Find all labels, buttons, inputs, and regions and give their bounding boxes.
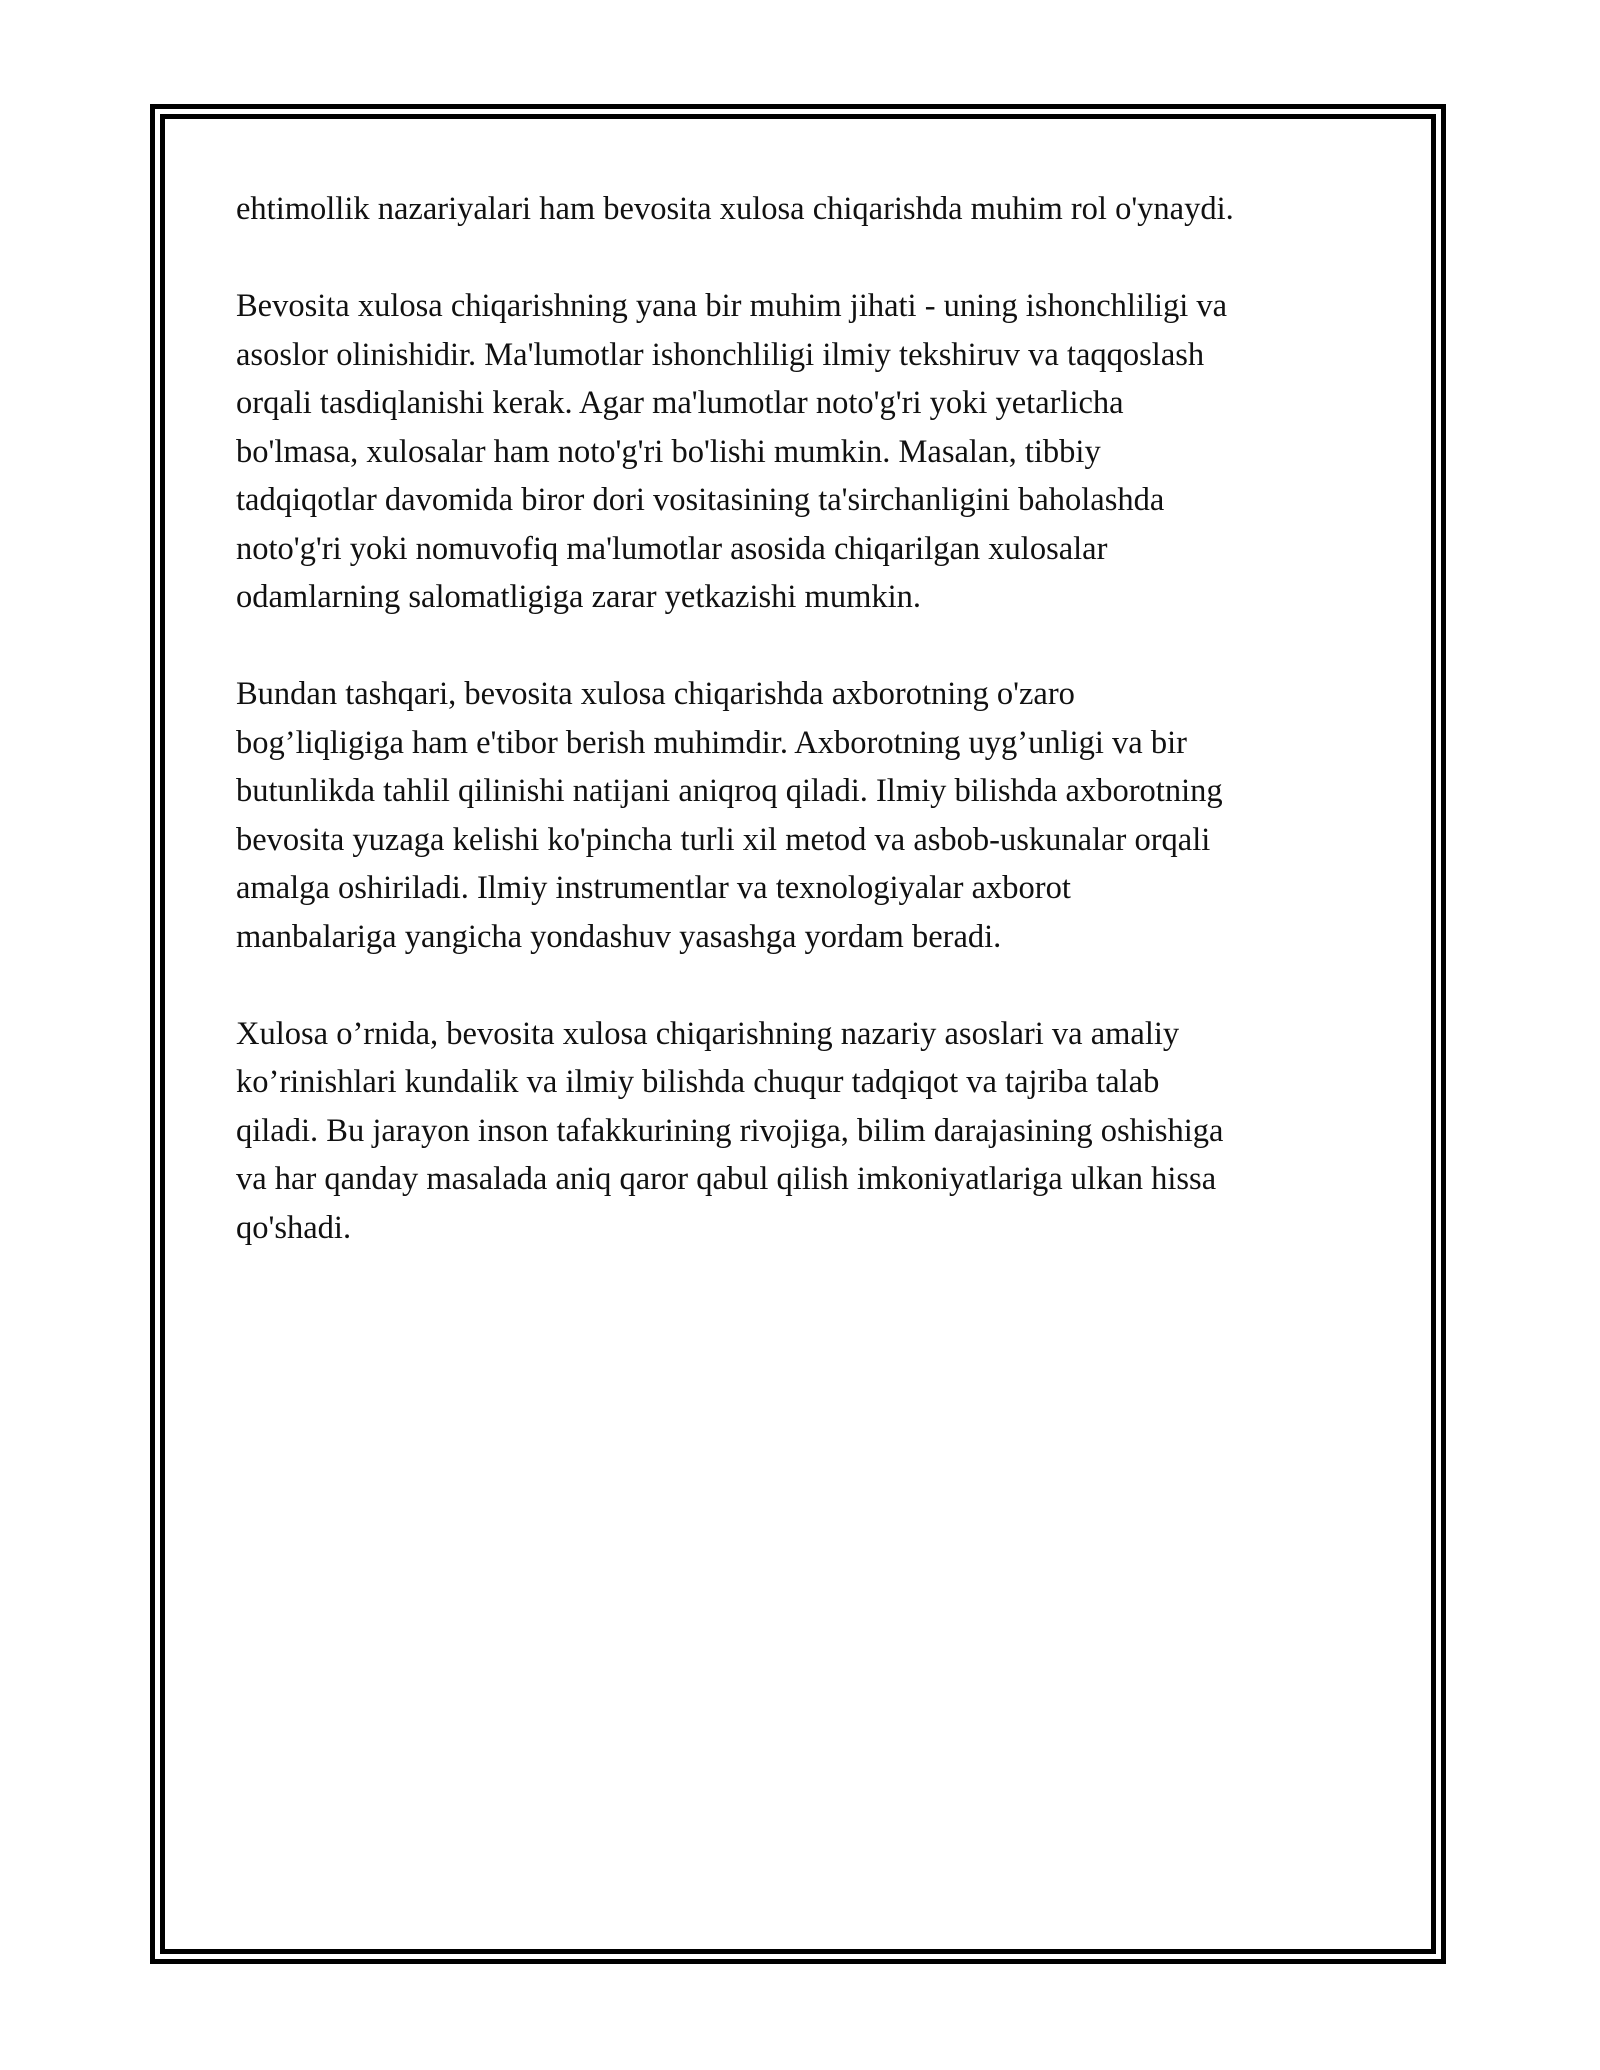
document-body bbox=[236, 185, 1376, 1301]
text-line: bevosita yuzaga kelishi ko'pincha turli xil metod va asbob-uskunalar orqali bbox=[236, 821, 1211, 858]
text-line: amalga oshiriladi. Ilmiy instrumentlar va texnologiyalar axborot bbox=[236, 870, 1071, 906]
text-line: noto'g'ri yoki nomuvofiq ma'lumotlar asosida chiqarilgan xulosalar bbox=[236, 530, 1108, 567]
text-line: qo'shadi. bbox=[236, 1209, 352, 1246]
text-line: tadqiqotlar davomida biror dori vositasining ta'sirchanligini baholashda bbox=[236, 482, 1165, 518]
text-line: qiladi. Bu jarayon inson tafakkurining rivojiga, bilim darajasining oshishiga bbox=[236, 1112, 1224, 1149]
text-line: asoslor olinishidir. Ma'lumotlar ishonchliligi ilmiy tekshiruv va taqqoslash bbox=[236, 336, 1205, 373]
text-line: va har qanday masalada aniq qaror qabul qilish imkoniyatlariga ulkan hissa bbox=[236, 1161, 1217, 1197]
paragraph-4 bbox=[236, 1010, 1376, 1253]
paragraph-2 bbox=[236, 282, 1376, 622]
text-line: bo'lmasa, xulosalar ham noto'g'ri bo'lishi mumkin. Masalan, tibbiy bbox=[236, 433, 1101, 470]
text-line: odamlarning salomatligiga zarar yetkazishi mumkin. bbox=[236, 579, 922, 615]
text-line: ehtimollik nazariyalari ham bevosita xulosa chiqarishda muhim rol o'ynaydi. bbox=[236, 191, 1234, 227]
text-line: orqali tasdiqlanishi kerak. Agar ma'lumotlar noto'g'ri yoki yetarlicha bbox=[236, 385, 1124, 421]
text-line: ko’rinishlari kundalik va ilmiy bilishda chuqur tadqiqot va tajriba talab bbox=[236, 1064, 1160, 1100]
text-line: bog’liqligiga ham e'tibor berish muhimdir. Axborotning uyg’unligi va bir bbox=[236, 724, 1187, 761]
text-line: Bundan tashqari, bevosita xulosa chiqarishda axborotning o'zaro bbox=[236, 676, 1075, 712]
paragraph-1 bbox=[236, 185, 1376, 234]
text-line: Xulosa o’rnida, bevosita xulosa chiqarishning nazariy asoslari va amaliy bbox=[236, 1015, 1180, 1052]
text-line: manbalariga yangicha yondashuv yasashga yordam beradi. bbox=[236, 918, 1002, 955]
paragraph-3 bbox=[236, 670, 1376, 961]
text-line: Bevosita xulosa chiqarishning yana bir muhim jihati - uning ishonchliligi va bbox=[236, 288, 1228, 324]
text-line: butunlikda tahlil qilinishi natijani aniqroq qiladi. Ilmiy bilishda axborotning bbox=[236, 773, 1223, 809]
